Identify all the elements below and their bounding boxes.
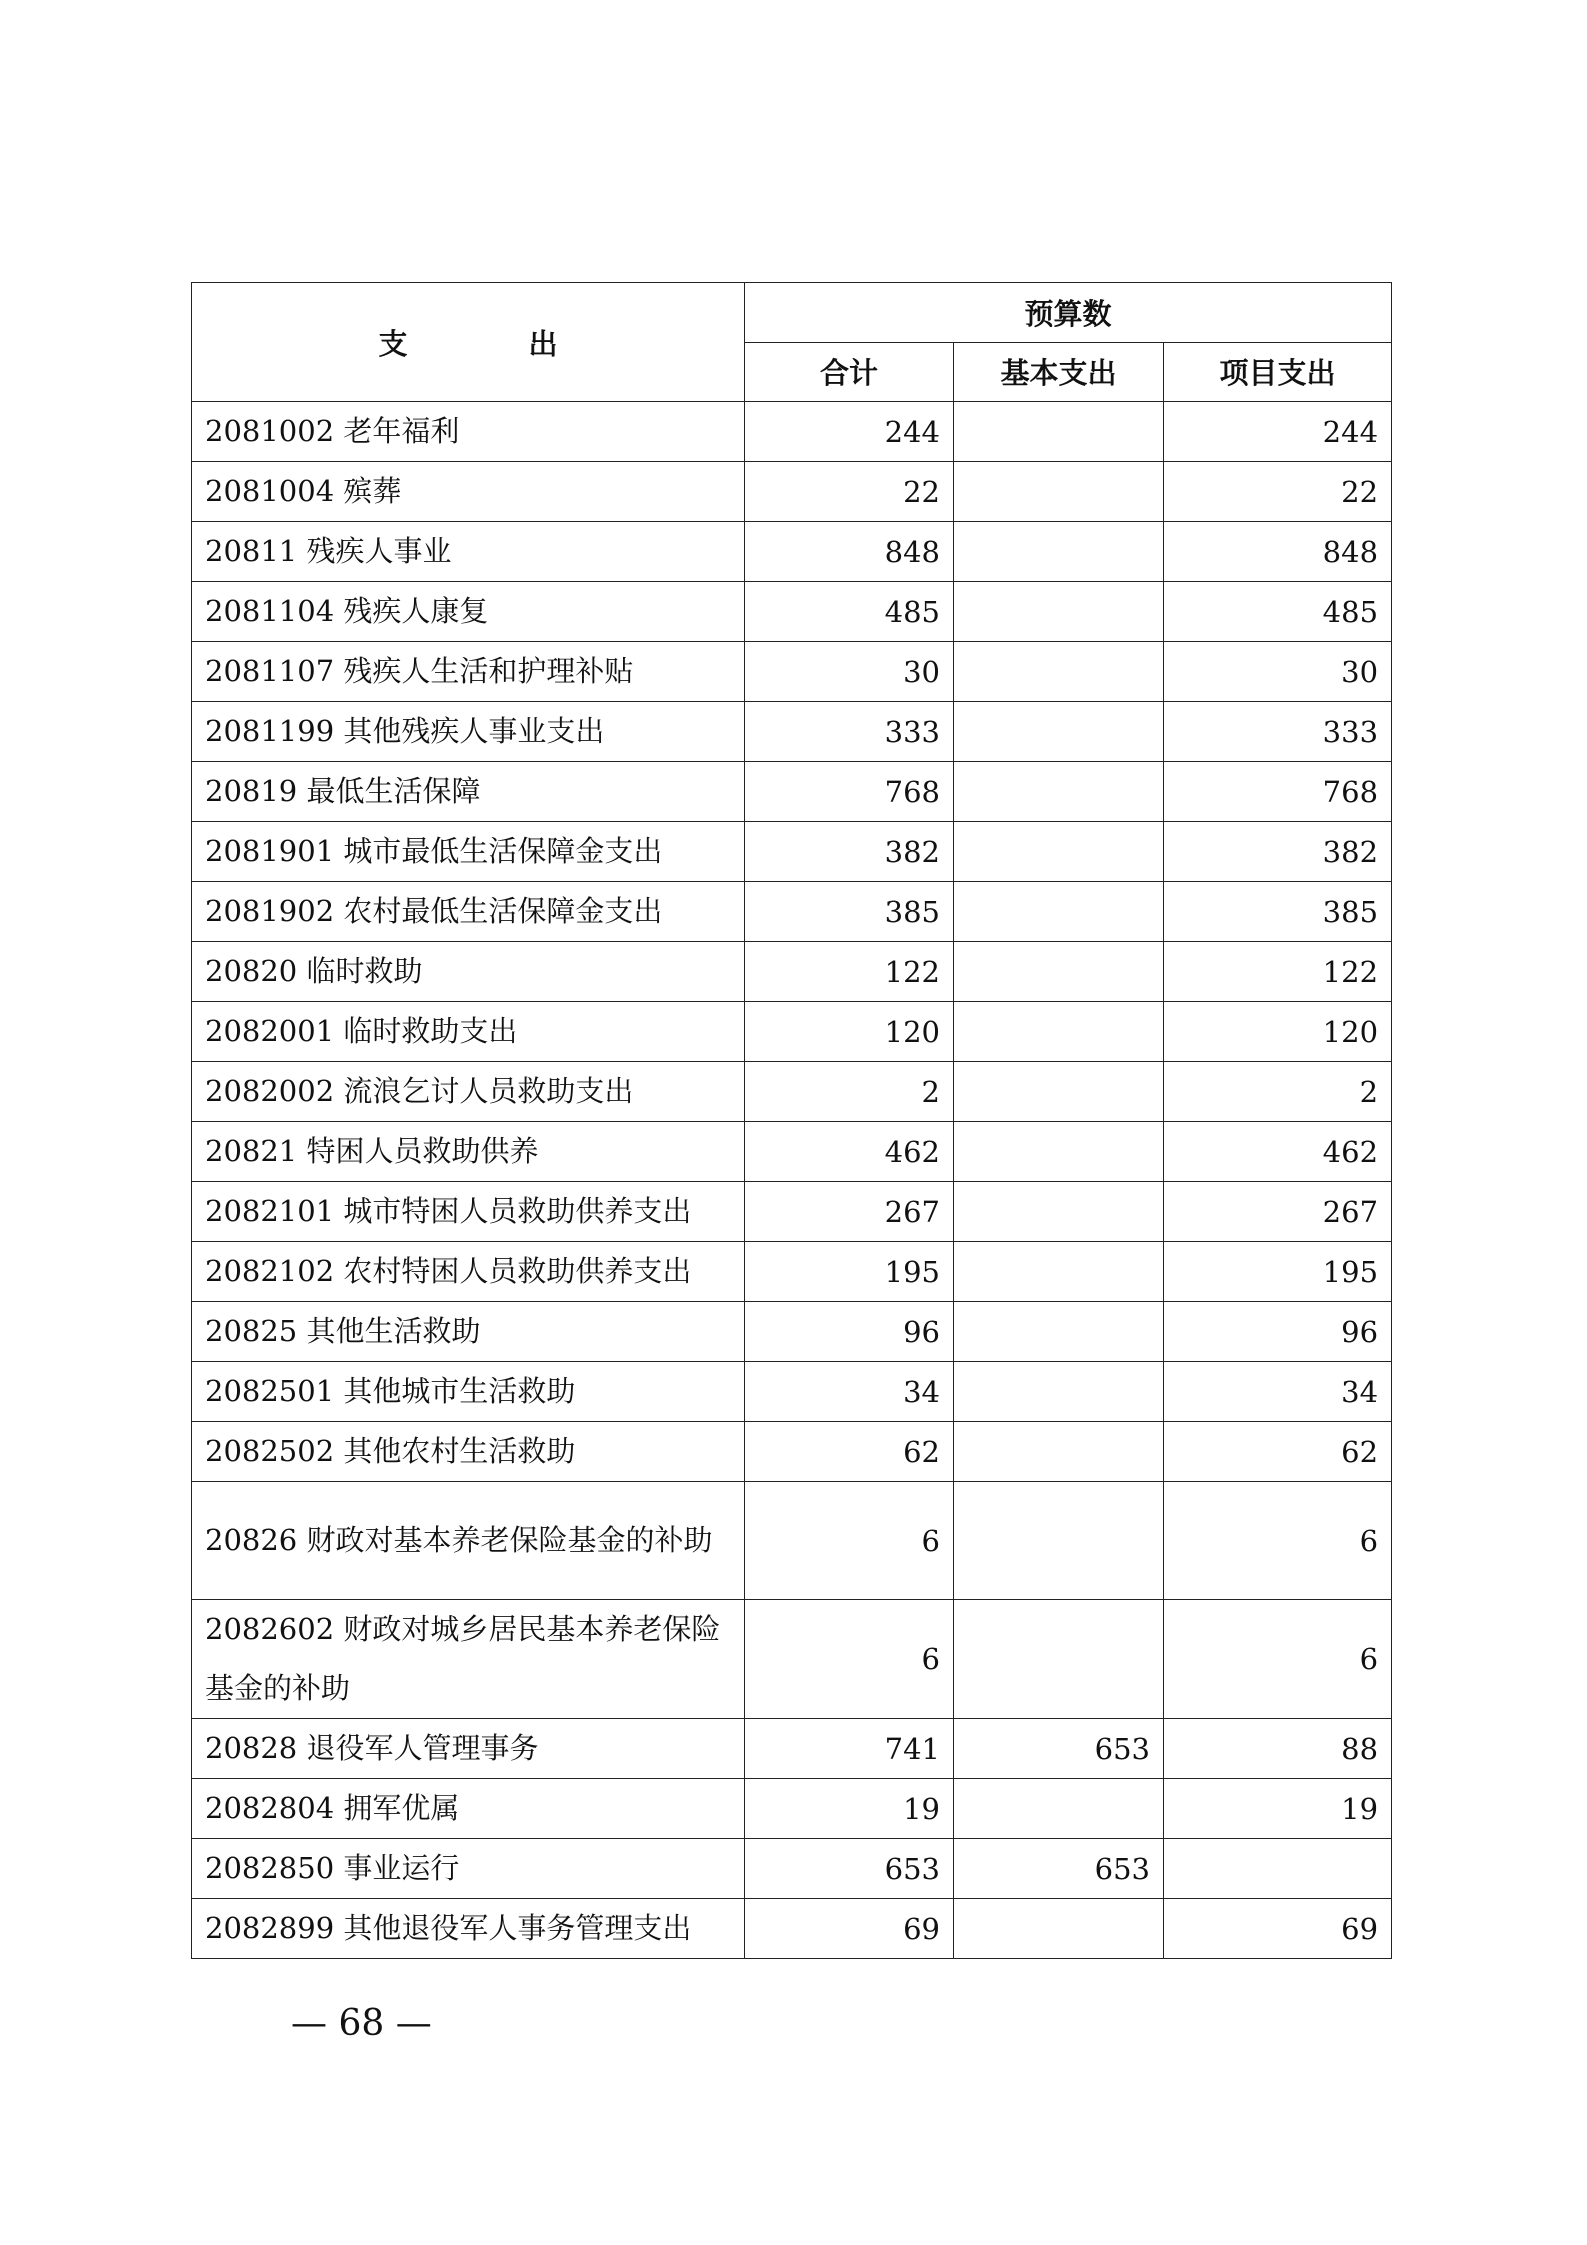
row-total: 741 <box>745 1719 954 1779</box>
row-project: 2 <box>1164 1062 1392 1122</box>
row-basic <box>954 882 1164 942</box>
row-total: 462 <box>745 1122 954 1182</box>
row-basic <box>954 1302 1164 1362</box>
table-row <box>192 1002 1392 1062</box>
header-project: 项目支出 <box>1164 342 1392 402</box>
row-name: 20826 财政对基本养老保险基金的补助 <box>192 1482 745 1600</box>
row-total: 653 <box>745 1839 954 1899</box>
row-total: 69 <box>745 1899 954 1959</box>
row-name: 2082002 流浪乞讨人员救助支出 <box>192 1062 745 1122</box>
row-basic <box>954 1062 1164 1122</box>
header-total: 合计 <box>745 342 954 402</box>
table-row <box>192 1242 1392 1302</box>
table-row <box>192 1362 1392 1422</box>
table-row <box>192 1899 1392 1959</box>
row-basic: 653 <box>954 1839 1164 1899</box>
row-total: 34 <box>745 1362 954 1422</box>
row-project: 96 <box>1164 1302 1392 1362</box>
table-row <box>192 762 1392 822</box>
row-project: 6 <box>1164 1482 1392 1600</box>
table-row <box>192 942 1392 1002</box>
row-project: 62 <box>1164 1422 1392 1482</box>
row-name: 2082502 其他农村生活救助 <box>192 1422 745 1482</box>
row-basic <box>954 822 1164 882</box>
table-body <box>192 402 1392 1959</box>
row-name: 20819 最低生活保障 <box>192 762 745 822</box>
row-total: 22 <box>745 462 954 522</box>
row-name: 2081004 殡葬 <box>192 462 745 522</box>
table-row <box>192 1122 1392 1182</box>
table-row <box>192 1482 1392 1600</box>
row-total: 385 <box>745 882 954 942</box>
row-project: 462 <box>1164 1122 1392 1182</box>
row-project: 120 <box>1164 1002 1392 1062</box>
row-basic <box>954 1002 1164 1062</box>
row-basic <box>954 1600 1164 1719</box>
row-project: 267 <box>1164 1182 1392 1242</box>
row-total: 2 <box>745 1062 954 1122</box>
table-row <box>192 1600 1392 1719</box>
header-row-top <box>192 283 1392 343</box>
row-basic <box>954 1482 1164 1600</box>
row-name: 2081104 残疾人康复 <box>192 582 745 642</box>
row-project: 848 <box>1164 522 1392 582</box>
row-name: 2081107 残疾人生活和护理补贴 <box>192 642 745 702</box>
row-project: 22 <box>1164 462 1392 522</box>
row-name: 2082102 农村特困人员救助供养支出 <box>192 1242 745 1302</box>
row-total: 485 <box>745 582 954 642</box>
row-basic <box>954 1242 1164 1302</box>
table-row <box>192 1182 1392 1242</box>
row-basic <box>954 1122 1164 1182</box>
table-row <box>192 582 1392 642</box>
row-project: 333 <box>1164 702 1392 762</box>
row-total: 122 <box>745 942 954 1002</box>
row-project: 382 <box>1164 822 1392 882</box>
row-project: 19 <box>1164 1779 1392 1839</box>
row-name: 2082001 临时救助支出 <box>192 1002 745 1062</box>
row-basic <box>954 702 1164 762</box>
row-total: 6 <box>745 1482 954 1600</box>
row-total: 30 <box>745 642 954 702</box>
row-total: 382 <box>745 822 954 882</box>
table-row <box>192 522 1392 582</box>
row-basic <box>954 582 1164 642</box>
row-project: 195 <box>1164 1242 1392 1302</box>
row-name: 20825 其他生活救助 <box>192 1302 745 1362</box>
row-basic <box>954 942 1164 1002</box>
table-row <box>192 1422 1392 1482</box>
row-project: 122 <box>1164 942 1392 1002</box>
row-project: 485 <box>1164 582 1392 642</box>
row-basic <box>954 522 1164 582</box>
row-basic <box>954 1779 1164 1839</box>
header-expense: 支 出 <box>192 283 745 402</box>
row-name: 2082804 拥军优属 <box>192 1779 745 1839</box>
table-row <box>192 402 1392 462</box>
row-basic <box>954 402 1164 462</box>
row-project: 768 <box>1164 762 1392 822</box>
table-row <box>192 462 1392 522</box>
table-row <box>192 1062 1392 1122</box>
row-name: 2082850 事业运行 <box>192 1839 745 1899</box>
table-row <box>192 882 1392 942</box>
row-name: 2081199 其他残疾人事业支出 <box>192 702 745 762</box>
row-project <box>1164 1839 1392 1899</box>
row-name: 2081902 农村最低生活保障金支出 <box>192 882 745 942</box>
header-budget: 预算数 <box>745 283 1392 343</box>
row-project: 244 <box>1164 402 1392 462</box>
row-total: 195 <box>745 1242 954 1302</box>
row-total: 96 <box>745 1302 954 1362</box>
row-name: 2081002 老年福利 <box>192 402 745 462</box>
row-total: 768 <box>745 762 954 822</box>
row-name: 2082602 财政对城乡居民基本养老保险基金的补助 <box>192 1600 745 1719</box>
table-row <box>192 1779 1392 1839</box>
row-basic <box>954 1422 1164 1482</box>
row-project: 385 <box>1164 882 1392 942</box>
row-name: 2082101 城市特困人员救助供养支出 <box>192 1182 745 1242</box>
row-total: 333 <box>745 702 954 762</box>
row-basic <box>954 462 1164 522</box>
page-number: — 68 — <box>291 2003 432 2044</box>
row-name: 20820 临时救助 <box>192 942 745 1002</box>
row-project: 69 <box>1164 1899 1392 1959</box>
budget-table <box>191 282 1392 1959</box>
row-project: 88 <box>1164 1719 1392 1779</box>
row-basic <box>954 642 1164 702</box>
row-project: 30 <box>1164 642 1392 702</box>
row-basic <box>954 762 1164 822</box>
header-basic: 基本支出 <box>954 342 1164 402</box>
table-row <box>192 1719 1392 1779</box>
table-row <box>192 822 1392 882</box>
row-name: 2081901 城市最低生活保障金支出 <box>192 822 745 882</box>
row-project: 34 <box>1164 1362 1392 1422</box>
row-name: 20828 退役军人管理事务 <box>192 1719 745 1779</box>
row-name: 2082501 其他城市生活救助 <box>192 1362 745 1422</box>
table-row <box>192 1302 1392 1362</box>
row-total: 19 <box>745 1779 954 1839</box>
row-total: 848 <box>745 522 954 582</box>
table-row <box>192 642 1392 702</box>
table-row <box>192 702 1392 762</box>
row-name: 2082899 其他退役军人事务管理支出 <box>192 1899 745 1959</box>
row-total: 120 <box>745 1002 954 1062</box>
row-total: 62 <box>745 1422 954 1482</box>
row-basic <box>954 1182 1164 1242</box>
row-basic <box>954 1362 1164 1422</box>
row-name: 20821 特困人员救助供养 <box>192 1122 745 1182</box>
row-basic <box>954 1899 1164 1959</box>
table-row <box>192 1839 1392 1899</box>
row-total: 6 <box>745 1600 954 1719</box>
row-total: 267 <box>745 1182 954 1242</box>
row-basic: 653 <box>954 1719 1164 1779</box>
row-name: 20811 残疾人事业 <box>192 522 745 582</box>
row-project: 6 <box>1164 1600 1392 1719</box>
row-total: 244 <box>745 402 954 462</box>
